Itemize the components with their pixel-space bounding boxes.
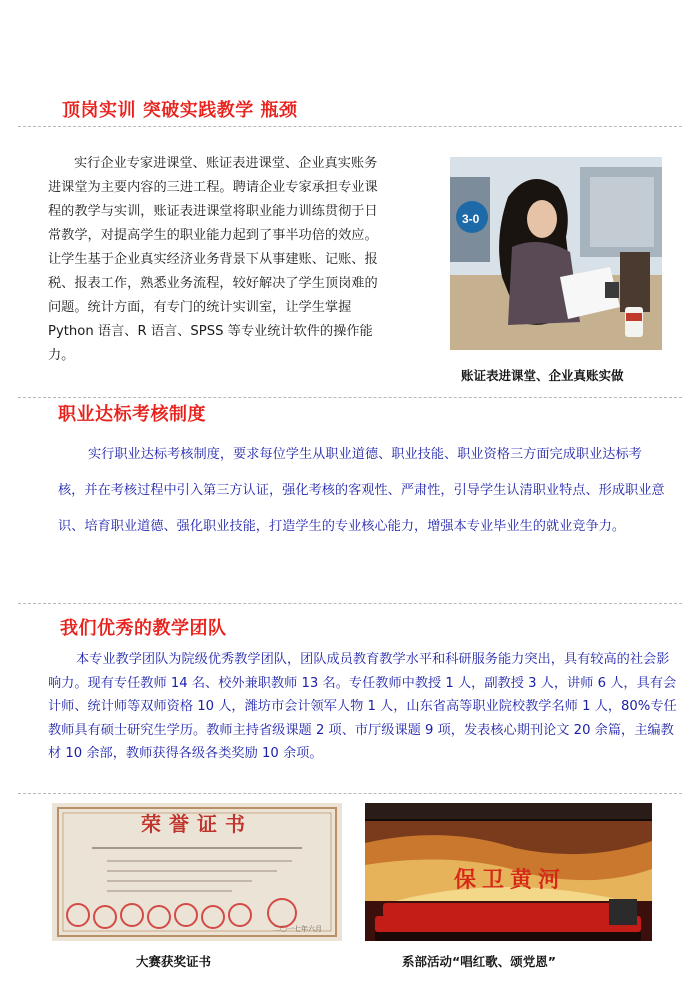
choir-stage-photo [365, 803, 652, 941]
section3-top-divider [18, 603, 682, 604]
certificate-caption: 大赛获奖证书 [136, 954, 212, 969]
certificate-illustration [52, 803, 342, 941]
section1-divider [18, 126, 682, 127]
section2-body [58, 437, 668, 545]
section1-heading: 顶岗实训 突破实践教学 瓶颈 [62, 100, 298, 121]
wall-sign-text: 3-0 [462, 212, 480, 226]
stage-caption: 系部活动“唱红歌、颂党恩” [402, 954, 556, 969]
section3-heading: 我们优秀的教学团队 [60, 618, 227, 639]
student-accounting-photo [450, 157, 662, 350]
photos-top-divider [18, 793, 682, 794]
student-photo-illustration [450, 157, 662, 350]
certificate-title: 荣誉证书 [141, 812, 253, 836]
section2-body-text: 实行职业达标考核制度，要求每位学生从职业道德、职业技能、职业资格三方面完成职业达标考核，并在考核过程中引入第三方认证，强化考核的客观性、严肃性，引导学生认清职业特点、形成职业意识、培育职业道德、强化职业技能，打造学生的专业核心能力，增强本专业毕业生的就业竞争力。 [58, 447, 665, 534]
section1-photo-caption: 账证表进课堂、企业真账实做 [461, 368, 624, 383]
section2-top-divider [18, 397, 682, 398]
stage-banner-text: 保卫黄河 [453, 867, 567, 893]
section2-heading: 职业达标考核制度 [58, 404, 206, 425]
award-certificate-photo [52, 803, 342, 941]
stage-illustration [365, 803, 652, 941]
section3-body [48, 648, 678, 766]
section3-body-text: 本专业教学团队为院级优秀教学团队，团队成员教育教学水平和科研服务能力突出，具有较高的社会影响力。现有专任教师 14 名、校外兼职教师 13 名。专任教师中教授 1 人，副教授 3 人，讲师 6 人，具有会计师、统计师等双师资格 10 人，潍坊市会计领军人物 1 人，山东省高等职业院校教学名师 1 人，80%专任教师具有硕士研究生学历。教师主持省级课题 2 项、市厅级课题 9 项，发表核心期刊论文 20 余篇，主编教材 10 余部，教师获得各级各类奖励 10 余项。 [48, 652, 677, 761]
certificate-date: 二〇一七年六月 [273, 925, 322, 933]
section1-body [48, 152, 386, 368]
section1-body-text: 实行企业专家进课堂、账证表进课堂、企业真实账务进课堂为主要内容的三进工程。聘请企业专家承担专业课程的教学与实训，账证表进课堂将职业能力训练贯彻于日常教学，对提高学生的职业能力起到了事半功倍的效应。让学生基于企业真实经济业务背景下从事建账、记账、报税、报表工作，熟悉业务流程，较好解决了学生顶岗难的问题。统计方面，有专门的统计实训室，让学生掌握 Python 语言、R 语言、SPSS 等专业统计软件的操作能力。 [48, 156, 378, 363]
